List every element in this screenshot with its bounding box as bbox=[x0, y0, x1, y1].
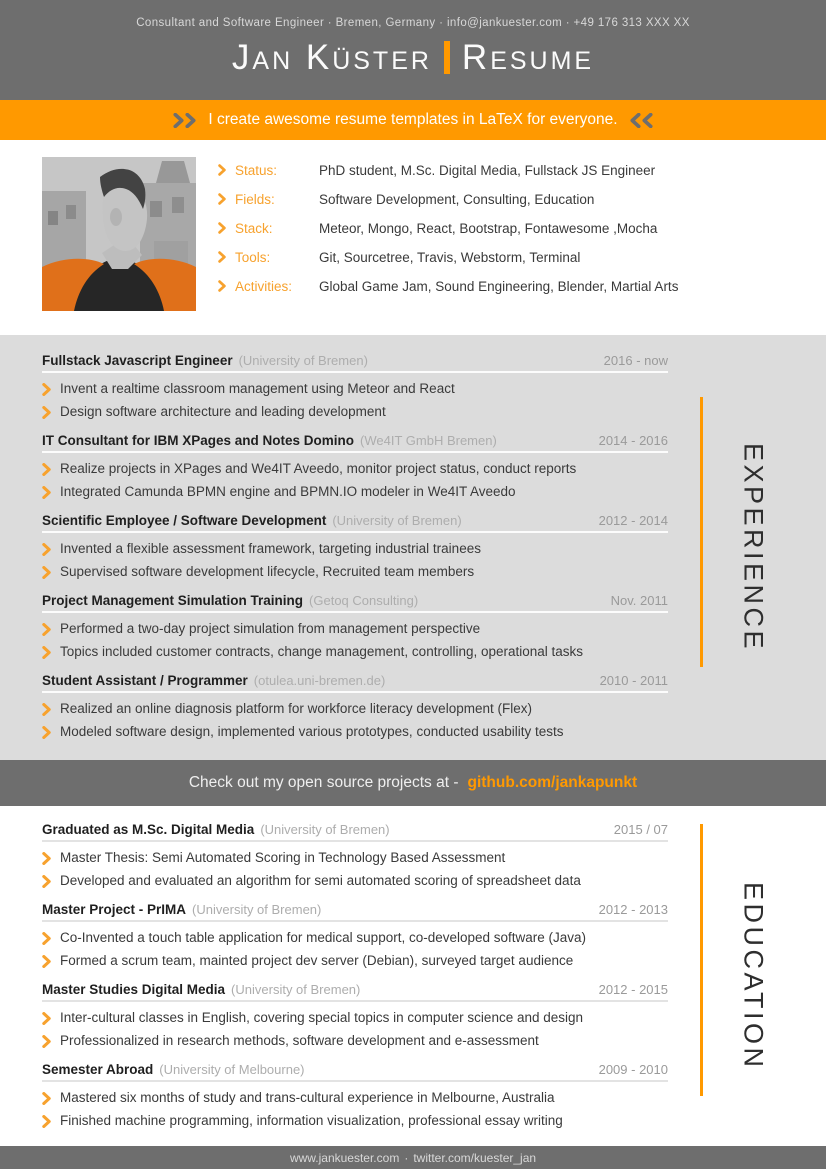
bullet-item bbox=[42, 565, 668, 579]
entry-date: 2012 - 2013 bbox=[598, 902, 668, 917]
footer-site-link[interactable]: www.jankuester.com bbox=[289, 1150, 400, 1165]
education-side-rule bbox=[700, 824, 703, 1096]
bullet-text: Realized an online diagnosis platform for workforce literacy development (Flex) bbox=[60, 701, 532, 716]
info-row-activities bbox=[218, 278, 678, 294]
bullet-item bbox=[42, 851, 668, 865]
info-row-tools bbox=[218, 249, 678, 265]
bullet-item bbox=[42, 702, 668, 716]
footer-separator: · bbox=[404, 1150, 409, 1165]
github-banner-text: Check out my open source projects at - bbox=[188, 774, 459, 791]
entry-date: 2010 - 2011 bbox=[599, 673, 668, 688]
info-value: Global Game Jam, Sound Engineering, Blender, Martial Arts bbox=[319, 278, 679, 294]
double-chevron-left-icon bbox=[630, 113, 653, 128]
title-first: Jan Küster bbox=[231, 38, 432, 77]
bullet-chevron-icon bbox=[42, 463, 51, 476]
info-value: Software Development, Consulting, Education bbox=[319, 191, 595, 207]
bullet-text: Finished machine programming, information visualization, professional essay writing bbox=[60, 1113, 563, 1128]
entry-header bbox=[42, 673, 668, 693]
bullet-text: Invented a flexible assessment framework, targeting industrial trainees bbox=[60, 541, 481, 556]
bullet-chevron-icon bbox=[42, 703, 51, 716]
entry-header bbox=[42, 902, 668, 922]
chevron-right-icon bbox=[218, 251, 226, 263]
entry-organization: (University of Bremen) bbox=[260, 822, 390, 837]
bullet-item bbox=[42, 931, 668, 945]
info-label: Stack: bbox=[235, 220, 273, 236]
education-side-label-wrap bbox=[730, 806, 776, 1146]
info-label: Fields: bbox=[235, 191, 275, 207]
entry-header bbox=[42, 822, 668, 842]
experience-section bbox=[0, 335, 826, 760]
education-entries bbox=[42, 822, 668, 1128]
experience-entries bbox=[42, 353, 668, 739]
bullet-item bbox=[42, 485, 668, 499]
bullet-text: Professionalized in research methods, software development and e-assessment bbox=[60, 1033, 539, 1048]
info-label: Status: bbox=[235, 162, 278, 178]
entry-title: Scientific Employee / Software Development bbox=[42, 513, 327, 528]
profile-photo bbox=[42, 157, 196, 311]
info-row-stack bbox=[218, 220, 678, 236]
bullet-item bbox=[42, 462, 668, 476]
bullet-text: Supervised software development lifecycle, Recruited team members bbox=[60, 564, 475, 579]
bullet-item bbox=[42, 1011, 668, 1025]
bullet-item bbox=[42, 1114, 668, 1128]
footer-twitter-link[interactable]: twitter.com/kuester_jan bbox=[413, 1150, 537, 1165]
bullet-text: Inter-cultural classes in English, covering special topics in computer science and design bbox=[60, 1010, 584, 1025]
bullet-chevron-icon bbox=[42, 646, 51, 659]
chevron-right-icon bbox=[218, 280, 226, 292]
entry-title: IT Consultant for IBM XPages and Notes Domino bbox=[42, 433, 355, 448]
bullet-chevron-icon bbox=[42, 726, 51, 739]
bullet-item bbox=[42, 725, 668, 739]
experience-section-label: EXPERIENCE bbox=[738, 442, 769, 653]
bullet-item bbox=[42, 1034, 668, 1048]
bullet-chevron-icon bbox=[42, 1115, 51, 1128]
bullet-chevron-icon bbox=[42, 543, 51, 556]
bullet-text: Topics included customer contracts, change management, controlling, operational tasks bbox=[60, 644, 584, 659]
bullet-chevron-icon bbox=[42, 486, 51, 499]
entry-title: Fullstack Javascript Engineer bbox=[42, 353, 233, 368]
education-entry bbox=[42, 1062, 668, 1128]
bullet-text: Formed a scrum team, mainted project dev server (Debian), surveyed target audience bbox=[60, 953, 574, 968]
entry-date: 2009 - 2010 bbox=[598, 1062, 668, 1077]
bullet-item bbox=[42, 1091, 668, 1105]
info-label: Tools: bbox=[235, 249, 271, 265]
info-row-fields bbox=[218, 191, 678, 207]
chevron-right-icon bbox=[218, 193, 226, 205]
info-value: Meteor, Mongo, React, Bootstrap, Fontawesome ,Mocha bbox=[319, 220, 658, 236]
bullet-item bbox=[42, 622, 668, 636]
bullet-chevron-icon bbox=[42, 852, 51, 865]
entry-date: 2012 - 2015 bbox=[598, 982, 668, 997]
entry-organization: (We4IT GmbH Bremen) bbox=[360, 433, 497, 448]
experience-entry bbox=[42, 593, 668, 659]
experience-side-rule bbox=[700, 397, 703, 667]
tagline-text: I create awesome resume templates in LaTeX for everyone. bbox=[208, 111, 618, 128]
entry-header bbox=[42, 433, 668, 453]
double-chevron-right-icon bbox=[173, 113, 196, 128]
entry-organization: (University of Bremen) bbox=[192, 902, 322, 917]
education-entry bbox=[42, 982, 668, 1048]
github-link[interactable]: github.com/jankapunkt bbox=[467, 774, 638, 791]
entry-title: Semester Abroad bbox=[42, 1062, 154, 1077]
experience-entry bbox=[42, 513, 668, 579]
bullet-chevron-icon bbox=[42, 406, 51, 419]
bullet-item bbox=[42, 405, 668, 419]
bullet-chevron-icon bbox=[42, 623, 51, 636]
github-banner bbox=[0, 760, 826, 806]
entry-header bbox=[42, 982, 668, 1002]
bullet-chevron-icon bbox=[42, 1012, 51, 1025]
profile-info-list bbox=[218, 162, 678, 307]
bullet-item bbox=[42, 382, 668, 396]
entry-title: Graduated as M.Sc. Digital Media bbox=[42, 822, 255, 837]
tagline-banner bbox=[0, 100, 826, 140]
education-entry bbox=[42, 902, 668, 968]
chevron-right-icon bbox=[218, 222, 226, 234]
entry-date: 2016 - now bbox=[603, 353, 668, 368]
info-value: Git, Sourcetree, Travis, Webstorm, Terminal bbox=[319, 249, 581, 265]
experience-entry bbox=[42, 353, 668, 419]
bullet-chevron-icon bbox=[42, 955, 51, 968]
entry-date: 2014 - 2016 bbox=[598, 433, 668, 448]
entry-title: Student Assistant / Programmer bbox=[42, 673, 248, 688]
bullet-text: Co-Invented a touch table application for medical support, co-developed software (Java) bbox=[60, 930, 587, 945]
entry-organization: (otulea.uni-bremen.de) bbox=[253, 673, 386, 688]
contact-line: Consultant and Software Engineer · Bremen, Germany · info@jankuester.com · +49 176 313 XXX XX bbox=[136, 17, 690, 29]
bullet-text: Design software architecture and leading development bbox=[60, 404, 386, 419]
bullet-text: Master Thesis: Semi Automated Scoring in Technology Based Assessment bbox=[60, 850, 506, 865]
education-entry bbox=[42, 822, 668, 888]
entry-organization: (University of Bremen) bbox=[238, 353, 368, 368]
experience-entry bbox=[42, 433, 668, 499]
title-separator-bar bbox=[444, 41, 450, 74]
bullet-text: Integrated Camunda BPMN engine and BPMN.IO modeler in We4IT Aveedo bbox=[60, 484, 516, 499]
chevron-right-icon bbox=[218, 164, 226, 176]
entry-title: Master Project - PrIMA bbox=[42, 902, 187, 917]
entry-organization: (University of Bremen) bbox=[231, 982, 361, 997]
entry-header bbox=[42, 353, 668, 373]
info-value: PhD student, M.Sc. Digital Media, Fullstack JS Engineer bbox=[319, 162, 656, 178]
bullet-item bbox=[42, 954, 668, 968]
bullet-item bbox=[42, 542, 668, 556]
education-section bbox=[0, 806, 826, 1146]
info-label: Activities: bbox=[235, 278, 293, 294]
footer bbox=[0, 1146, 826, 1169]
bullet-chevron-icon bbox=[42, 875, 51, 888]
entry-date: Nov. 2011 bbox=[610, 593, 668, 608]
bullet-item bbox=[42, 645, 668, 659]
entry-organization: (University of Bremen) bbox=[332, 513, 462, 528]
profile-section bbox=[0, 140, 826, 335]
bullet-chevron-icon bbox=[42, 383, 51, 396]
entry-title: Project Management Simulation Training bbox=[42, 593, 304, 608]
bullet-chevron-icon bbox=[42, 566, 51, 579]
info-row-status bbox=[218, 162, 678, 178]
bullet-chevron-icon bbox=[42, 1092, 51, 1105]
bullet-chevron-icon bbox=[42, 1035, 51, 1048]
experience-entry bbox=[42, 673, 668, 739]
entry-organization: (University of Melbourne) bbox=[159, 1062, 305, 1077]
experience-side-label-wrap bbox=[730, 335, 776, 760]
header bbox=[0, 0, 826, 100]
bullet-text: Invent a realtime classroom management using Meteor and React bbox=[60, 381, 455, 396]
bullet-text: Modeled software design, implemented various prototypes, conducted usability tests bbox=[60, 724, 564, 739]
bullet-item bbox=[42, 874, 668, 888]
entry-organization: (Getoq Consulting) bbox=[309, 593, 419, 608]
education-section-label: EDUCATION bbox=[738, 881, 769, 1071]
bullet-text: Realize projects in XPages and We4IT Aveedo, monitor project status, conduct reports bbox=[60, 461, 577, 476]
bullet-text: Performed a two-day project simulation from management perspective bbox=[60, 621, 481, 636]
entry-date: 2012 - 2014 bbox=[598, 513, 668, 528]
bullet-text: Developed and evaluated an algorithm for semi automated scoring of spreadsheet data bbox=[60, 873, 581, 888]
entry-title: Master Studies Digital Media bbox=[42, 982, 226, 997]
bullet-text: Mastered six months of study and trans-cultural experience in Melbourne, Australia bbox=[60, 1090, 555, 1105]
entry-date: 2015 / 07 bbox=[613, 822, 668, 837]
page-title bbox=[0, 38, 826, 78]
title-second: Resume bbox=[461, 38, 595, 77]
entry-header bbox=[42, 1062, 668, 1082]
entry-header bbox=[42, 513, 668, 533]
entry-header bbox=[42, 593, 668, 613]
bullet-chevron-icon bbox=[42, 932, 51, 945]
